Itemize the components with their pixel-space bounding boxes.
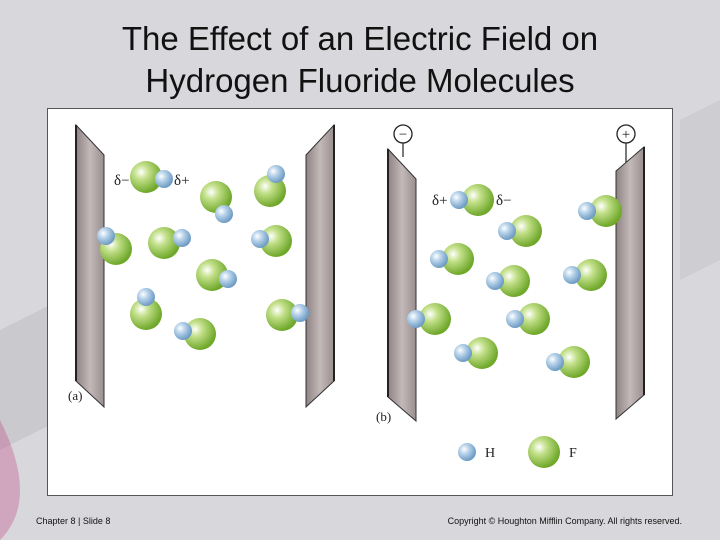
panel-b-molecule <box>498 215 542 247</box>
panel-b-molecule <box>450 184 494 216</box>
panel-b-molecule <box>486 265 530 297</box>
panel-b-delta-plus-label: δ+ <box>432 193 448 209</box>
panel-b-negative-plate <box>388 143 416 421</box>
panel-a-right-plate <box>306 125 334 407</box>
panel-a-left-plate <box>76 125 104 407</box>
panel-a-molecule <box>254 165 286 207</box>
panel-b-molecule <box>578 195 622 227</box>
negative-terminal-symbol: − <box>398 127 408 143</box>
legend-hydrogen-swatch <box>458 443 476 461</box>
panel-b-label: (b) <box>376 409 392 424</box>
panel-b-molecule <box>454 337 498 369</box>
panel-a-molecule <box>251 225 292 257</box>
positive-terminal <box>617 125 635 143</box>
slide-footer-chapter: Chapter 8 | Slide 8 <box>36 516 111 526</box>
slide-footer-copyright: Copyright © Houghton Mifflin Company. All rights reserved. <box>447 516 682 526</box>
panel-a-molecule <box>148 227 191 259</box>
panel-b-positive-plate <box>616 143 644 419</box>
panel-b-molecule <box>563 259 607 291</box>
panel-a-molecule <box>266 299 309 331</box>
panel-b-molecule <box>506 303 550 335</box>
legend-h-label: H <box>485 446 496 461</box>
panel-b-delta-minus-label: δ− <box>496 193 512 209</box>
slide-title <box>0 18 720 102</box>
panel-a-molecule <box>130 288 162 330</box>
legend-fluorine-swatch <box>528 436 560 468</box>
panel-b-molecule <box>546 346 590 378</box>
legend <box>458 436 577 468</box>
negative-terminal <box>394 125 412 143</box>
panel-a-delta-minus-label: δ− <box>114 173 130 189</box>
panel-a-label: (a) <box>68 388 83 403</box>
title-line-1: The Effect of an Electric Field on <box>121 20 599 57</box>
panel-a-delta-plus-label: δ+ <box>174 173 190 189</box>
panel-a-molecule <box>200 181 233 223</box>
panel-a-molecule <box>196 259 237 291</box>
hf-electric-field-figure <box>47 108 673 496</box>
panel-b-molecule <box>430 243 474 275</box>
positive-terminal-symbol: + <box>621 127 631 143</box>
title-line-2: Hydrogen Fluoride Molecules <box>145 62 575 99</box>
legend-f-label: F <box>569 446 577 461</box>
panel-a-molecule <box>130 161 173 193</box>
panel-a-molecule <box>174 318 216 350</box>
